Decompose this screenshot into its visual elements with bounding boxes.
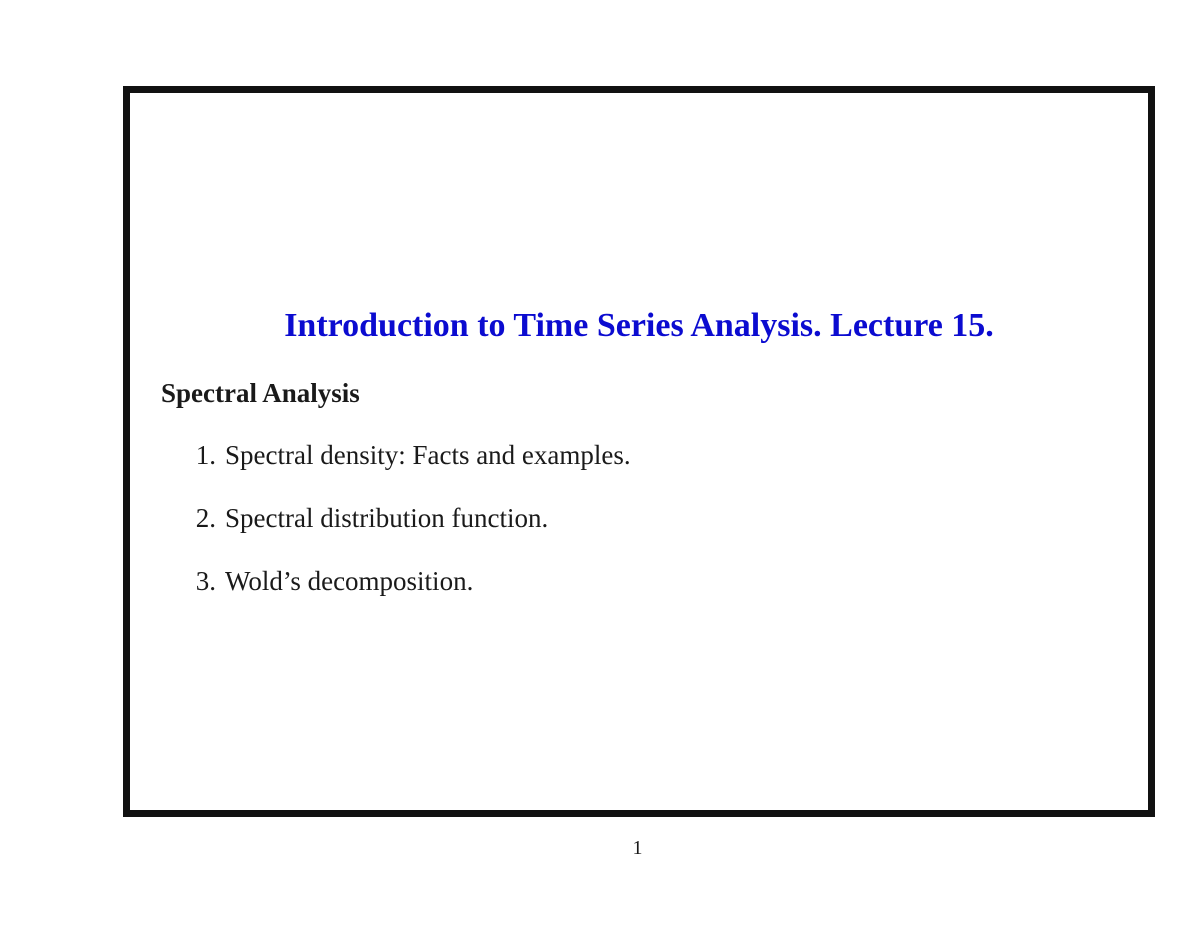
page-number: 1 [632, 837, 643, 859]
list-item-text: Wold’s decomposition. [225, 566, 474, 596]
list-item-text: Spectral distribution function. [225, 503, 549, 533]
slide-title: Introduction to Time Series Analysis. Lecture 15. [284, 307, 994, 344]
slide-frame [123, 86, 1155, 817]
list-item-text: Spectral density: Facts and examples. [225, 440, 631, 470]
list-item-number: 2. [195, 503, 216, 533]
outline-list [178, 442, 631, 631]
list-item [178, 568, 631, 631]
list-item [178, 505, 631, 568]
list-item-number: 3. [195, 566, 216, 596]
list-item [178, 442, 631, 505]
list-item-number: 1. [195, 440, 216, 470]
section-heading: Spectral Analysis [161, 378, 360, 408]
